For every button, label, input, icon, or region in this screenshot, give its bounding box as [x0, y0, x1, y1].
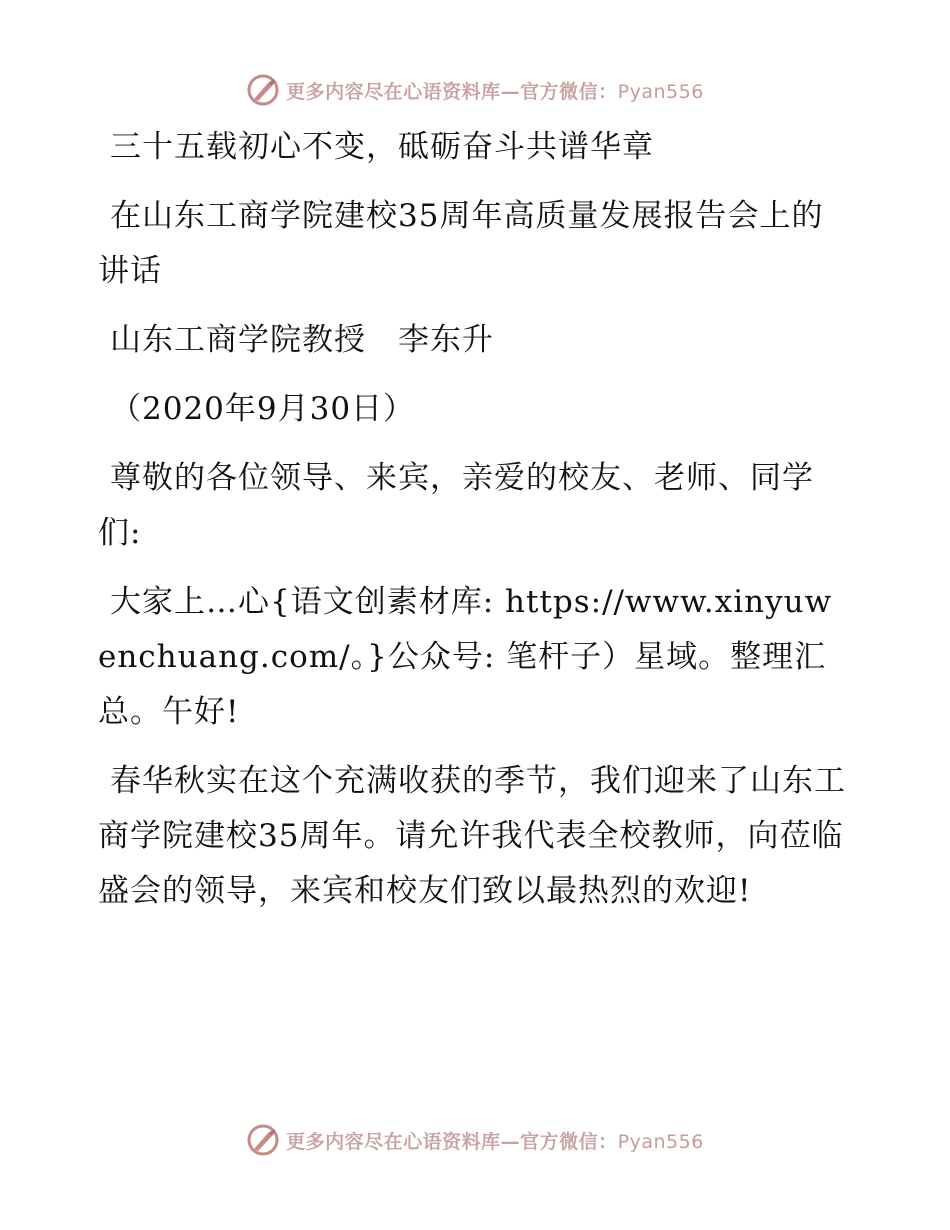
header-watermark [0, 70, 950, 110]
document-author: 山东工商学院教授 李东升 [110, 322, 494, 358]
document-subtitle: 在山东工商学院建校35周年高质量发展报告会上的讲话 [98, 198, 824, 289]
document-body-paragraph: 春华秋实在这个充满收获的季节，我们迎来了山东工商学院建校35周年。请允许我代表全校教师，向莅临盛会的领导，来宾和校友们致以最热烈的欢迎! [98, 763, 846, 909]
document-body [98, 120, 850, 933]
document-salutation: 尊敬的各位领导、来宾，亲爱的校友、老师、同学们: [98, 460, 814, 551]
footer-watermark [0, 1120, 950, 1160]
pen-circle-logo-icon [246, 1123, 280, 1157]
document-title: 三十五载初心不变，砥砺奋斗共谱华章 [110, 129, 654, 165]
watermark-text: 更多内容尽在心语资料库—官方微信： [286, 80, 618, 103]
watermark-wechat-id: Pyan556 [617, 1130, 704, 1153]
watermark-text: 更多内容尽在心语资料库—官方微信： [286, 1130, 618, 1153]
pen-circle-logo-icon [246, 73, 280, 107]
document-date: （2020年9月30日） [110, 391, 416, 427]
watermark-wechat-id: Pyan556 [617, 80, 704, 103]
document-greeting: 大家上…心{语文创素材库: https://www.xinyuwenchuang.com/。}公众号: 笔杆子）星域。整理汇总。午好! [98, 584, 833, 730]
